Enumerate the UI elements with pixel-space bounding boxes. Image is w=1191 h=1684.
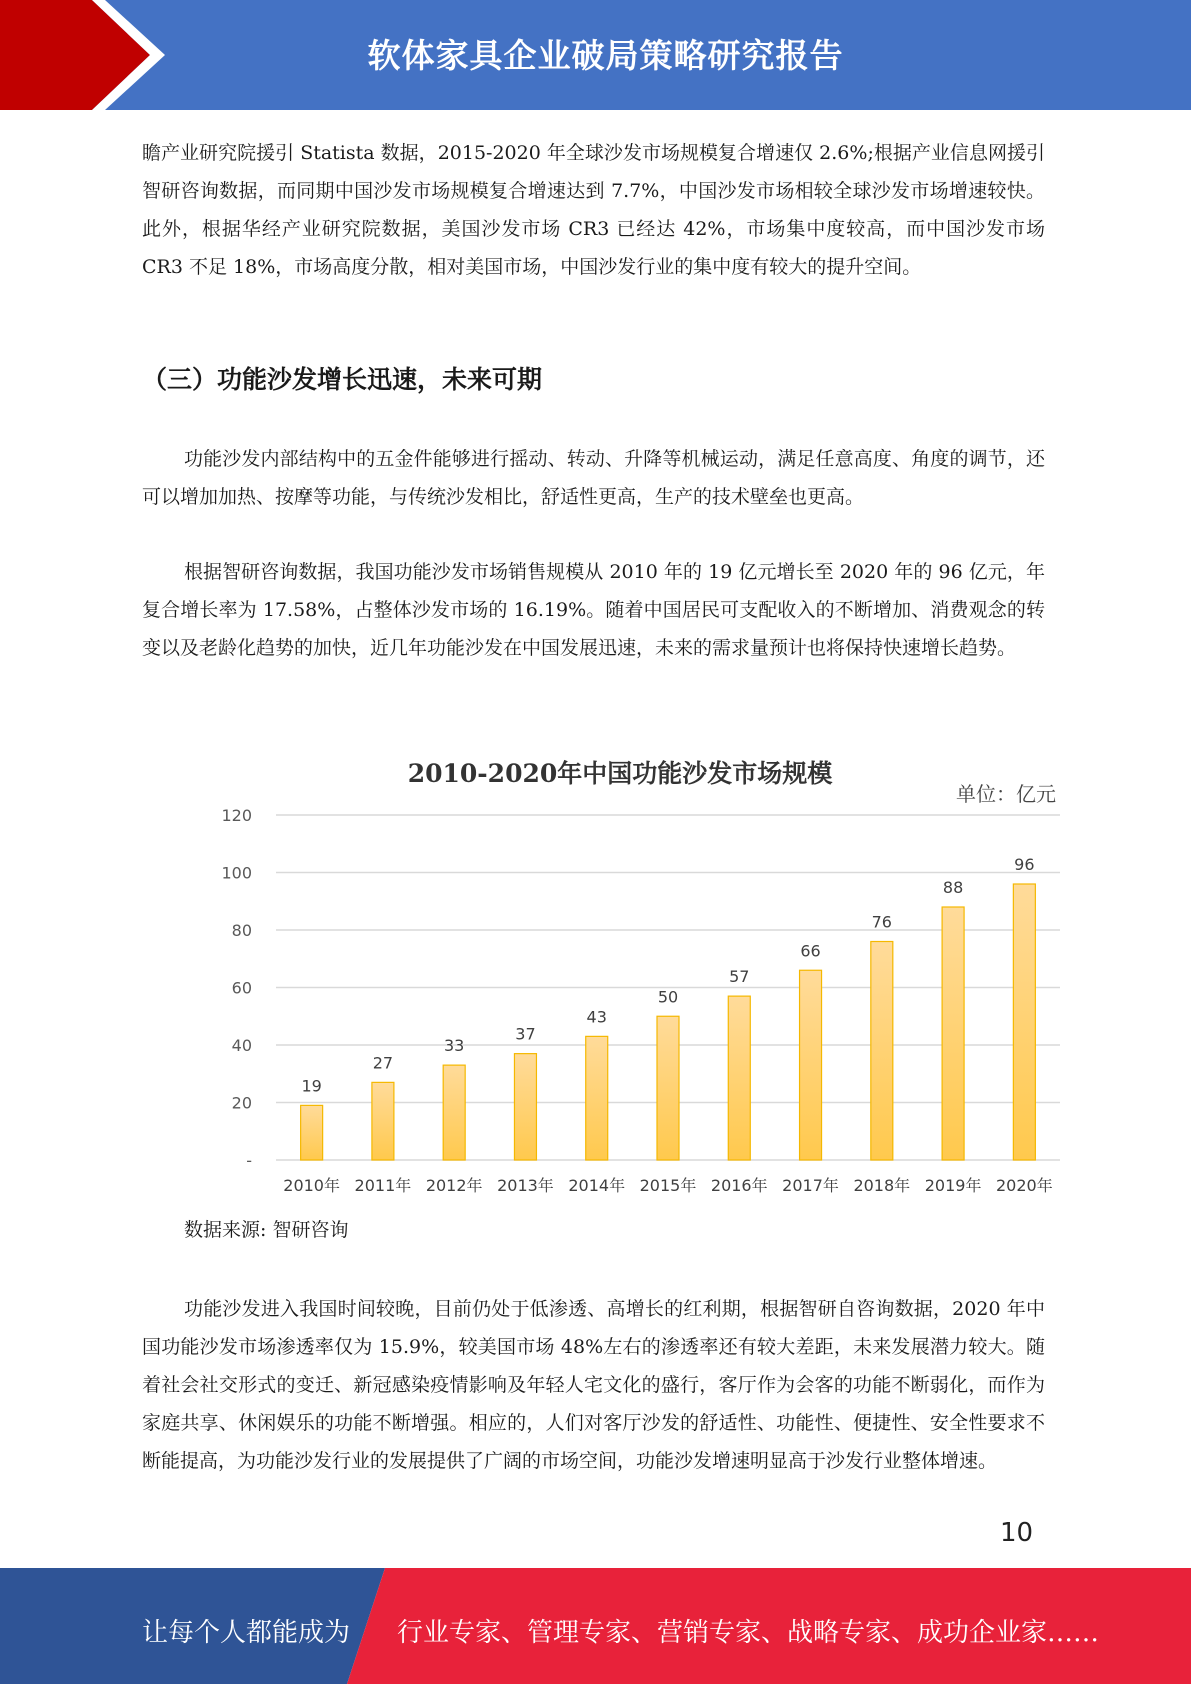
x-tick-label: 2010年	[283, 1176, 341, 1195]
bar	[443, 1065, 465, 1160]
bar	[372, 1082, 394, 1160]
x-tick-label: 2018年	[853, 1176, 911, 1195]
paragraph-1: 瞻产业研究院援引 Statista 数据，2015-2020 年全球沙发市场规模复合增速仅 2.6%;根据产业信息网援引智研咨询数据，而同期中国沙发市场规模复合增速达到 7.7%，中国沙发市场相较全球沙发市场增速较快。此外，根据华经产业研究院数据，美国沙发市场 CR3 已经达 42%，市场集中度较高，而中国沙发市场 CR3 不足 18%，市场高度分散，相对美国市场，中国沙发行业的集中度有较大的提升空间。	[142, 142, 1045, 278]
bar	[800, 970, 822, 1160]
x-tick-label: 2015年	[639, 1176, 697, 1195]
x-tick-label: 2017年	[782, 1176, 839, 1195]
bar-value-label: 96	[1014, 855, 1035, 874]
bar	[586, 1036, 608, 1160]
paragraph-3: 根据智研咨询数据，我国功能沙发市场销售规模从 2010 年的 19 亿元增长至 2020 年的 96 亿元，年复合增长率为 17.58%，占整体沙发市场的 16.19%。随着中国居民可支配收入的不断增加、消费观念的转变以及老龄化趋势的加快，近几年功能沙发在中国发展迅速，未来的需求量预计也将保持快速增长趋势。	[142, 561, 1045, 659]
y-tick-label: 40	[231, 1036, 252, 1055]
x-tick-label: 2014年	[568, 1176, 626, 1195]
chart-title: 2010-2020年中国功能沙发市场规模	[407, 759, 833, 788]
chart-unit-label: 单位：亿元	[956, 782, 1056, 806]
x-tick-label: 2012年	[425, 1176, 483, 1195]
data-source-note: 数据来源: 智研咨询	[184, 1219, 349, 1241]
paragraph-4: 功能沙发进入我国时间较晚，目前仍处于低渗透、高增长的红利期，根据智研自咨询数据，2020 年中国功能沙发市场渗透率仅为 15.9%，较美国市场 48%左右的渗透率还有较大差距，未来发展潜力较大。随着社会社交形式的变迁、新冠感染疫情影响及年轻人宅文化的盛行，客厅作为会客的功能不断弱化，而作为家庭共享、休闲娱乐的功能不断增强。相应的，人们对客厅沙发的舒适性、功能性、便捷性、安全性要求不断能提高，为功能沙发行业的发展提供了广阔的市场空间，功能沙发增速明显高于沙发行业整体增速。	[142, 1298, 1045, 1472]
bar	[728, 996, 750, 1160]
page-footer	[0, 1568, 1191, 1684]
y-tick-label: 100	[221, 863, 252, 883]
bar	[871, 942, 893, 1161]
header-title: 软体家具企业破局策略研究报告	[367, 36, 844, 75]
x-tick-label: 2019年	[924, 1176, 982, 1195]
y-tick-label: 80	[231, 921, 252, 940]
bar	[301, 1105, 323, 1160]
x-tick-label: 2016年	[710, 1176, 768, 1195]
x-tick-label: 2013年	[497, 1176, 554, 1195]
bar-chart	[180, 740, 1080, 1210]
y-tick-label: 60	[231, 978, 252, 998]
bar-value-label: 50	[657, 987, 679, 1007]
bar	[942, 907, 964, 1160]
bar-value-label: 57	[729, 967, 750, 987]
bar-value-label: 88	[942, 878, 964, 897]
footer-slogan-left: 让每个人都能成为	[142, 1618, 351, 1648]
page-header	[0, 0, 1191, 110]
bar-value-label: 33	[444, 1036, 465, 1056]
paragraph-2: 功能沙发内部结构中的五金件能够进行摇动、转动、升降等机械运动，满足任意高度、角度的调节，还可以增加加热、按摩等功能，与传统沙发相比，舒适性更高，生产的技术壁垒也更高。	[142, 448, 1045, 508]
bar	[657, 1016, 679, 1160]
y-tick-label: 120	[221, 806, 252, 825]
y-tick-label: 20	[231, 1093, 252, 1113]
bar-value-label: 66	[800, 941, 821, 961]
page-number: 10	[1000, 1518, 1034, 1548]
bar	[1013, 884, 1035, 1160]
y-tick-label: -	[246, 1151, 252, 1170]
x-tick-label: 2020年	[995, 1176, 1053, 1195]
x-tick-label: 2011年	[354, 1176, 412, 1195]
bar-value-label: 76	[871, 912, 892, 932]
footer-slogan-right: 行业专家、管理专家、营销专家、战略专家、成功企业家……	[397, 1618, 1100, 1648]
section-heading: （三）功能沙发增长迅速，未来可期	[142, 365, 543, 394]
bar-value-label: 43	[586, 1007, 607, 1027]
bar	[514, 1054, 536, 1160]
bar-value-label: 27	[372, 1053, 394, 1073]
bar-value-label: 19	[301, 1076, 322, 1096]
bar-value-label: 37	[515, 1024, 536, 1044]
chart-canvas	[180, 740, 1080, 1210]
